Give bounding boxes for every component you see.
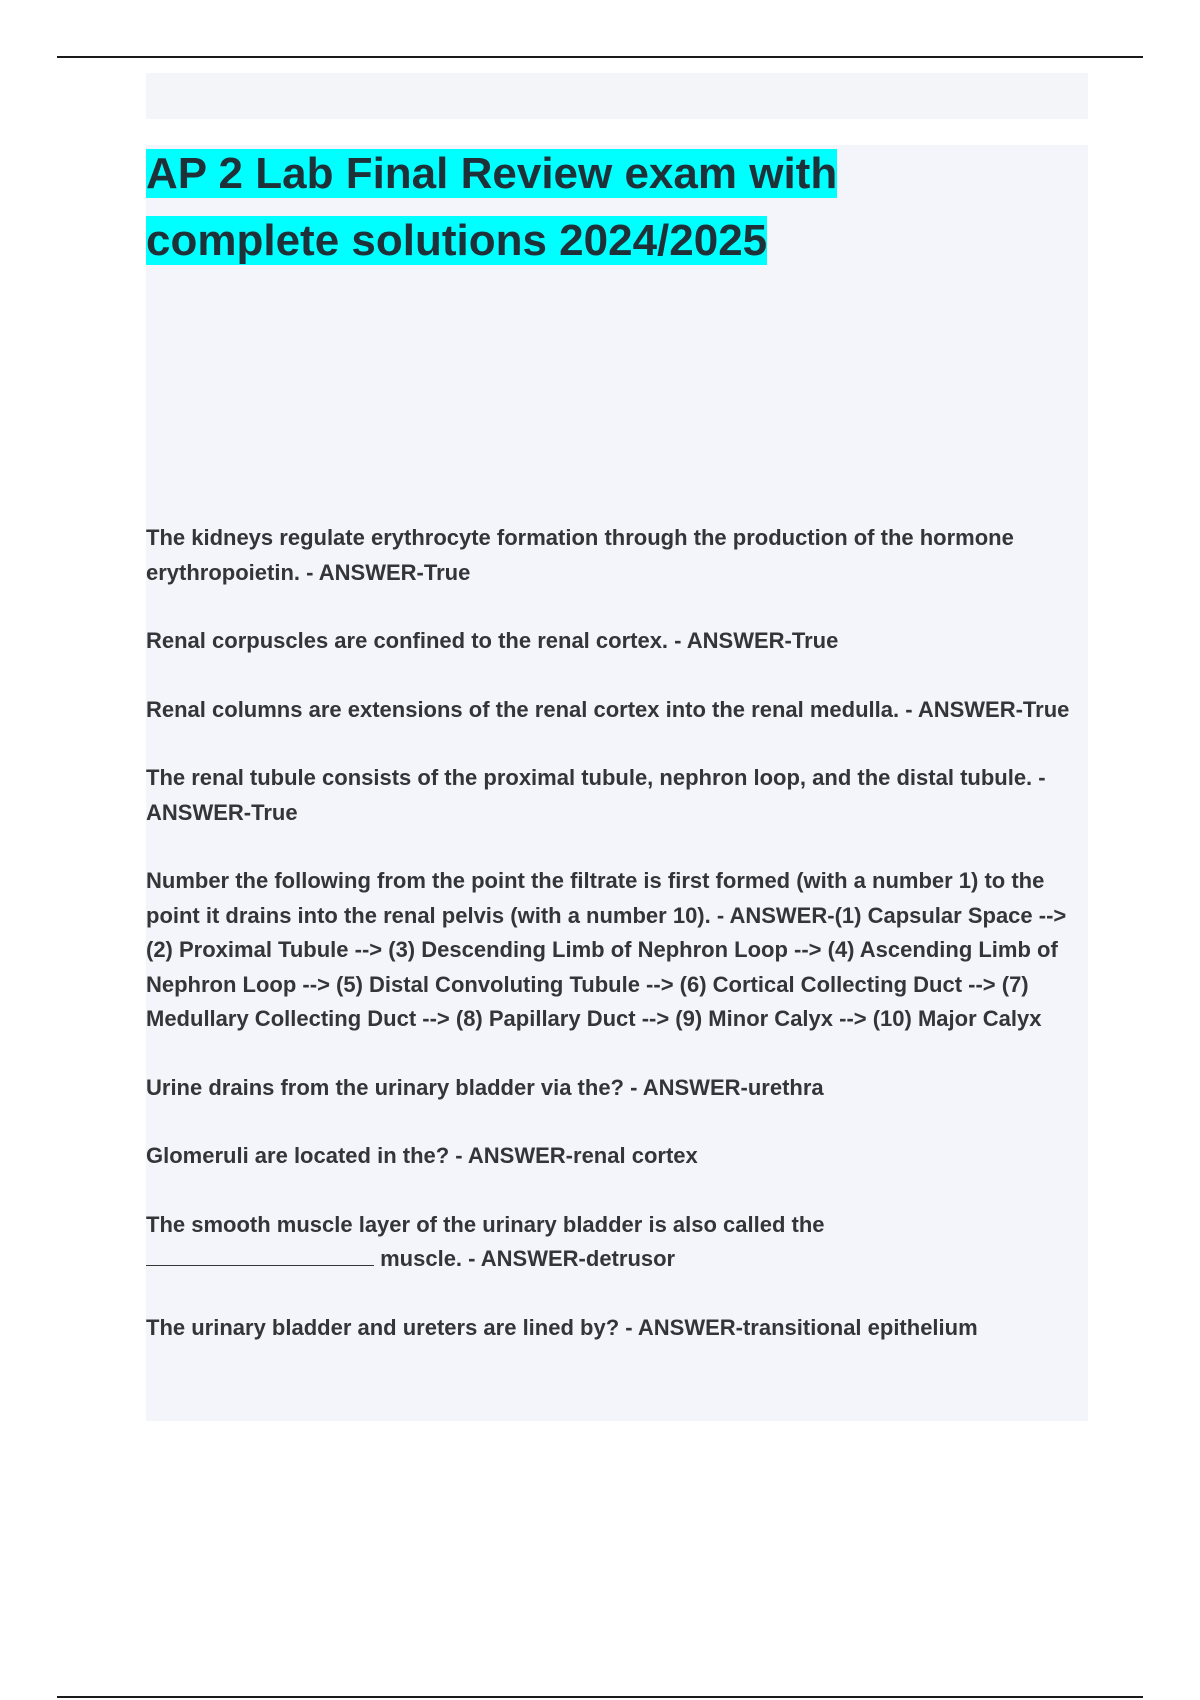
qa-item: Renal columns are extensions of the renal cortex into the renal medulla. - ANSWER-True xyxy=(146,696,1070,722)
document-title xyxy=(146,140,946,274)
qa-item: Urine drains from the urinary bladder via the? - ANSWER-urethra xyxy=(146,1074,824,1100)
question-text: The smooth muscle layer of the urinary bladder is also called the xyxy=(146,1211,825,1237)
top-rule xyxy=(57,56,1143,58)
qa-item: The urinary bladder and ureters are lined by? - ANSWER-transitional epithelium xyxy=(146,1314,978,1340)
qa-item: Renal corpuscles are confined to the renal cortex. - ANSWER-True xyxy=(146,628,839,653)
bottom-rule xyxy=(57,1696,1143,1698)
header-band xyxy=(146,73,1088,119)
qa-item: The renal tubule consists of the proximal tubule, nephron loop, and the distal tubule. - ANSWER-True xyxy=(146,765,1046,825)
title-highlight: AP 2 Lab Final Review exam with complete solutions 2024/2025 xyxy=(146,149,838,265)
qa-item: The kidneys regulate erythrocyte formation through the production of the hormone erythropoietin. - ANSWER-True xyxy=(146,525,1014,585)
qa-list xyxy=(146,521,1086,1379)
qa-item: Number the following from the point the filtrate is first formed (with a number 1) to the point it drains into the renal pelvis (with a number 10). - ANSWER-(1) Capsular Space --> (2) Proximal Tubule --> (3) Descending Limb of Nephron Loop --> (4) Ascending Limb of Nephron Loop --> (5) Distal Convoluting Tubule --> (6) Cortical Collecting Duct --> (7) Medullary Collecting Duct --> (8) Papillary Duct --> (9) Minor Calyx --> (10) Major Calyx xyxy=(146,868,1067,1031)
qa-item xyxy=(146,1208,1086,1277)
answer-text: muscle. - ANSWER-detrusor xyxy=(374,1246,676,1271)
fill-in-blank xyxy=(146,1245,374,1266)
qa-item: Glomeruli are located in the? - ANSWER-renal cortex xyxy=(146,1143,698,1168)
